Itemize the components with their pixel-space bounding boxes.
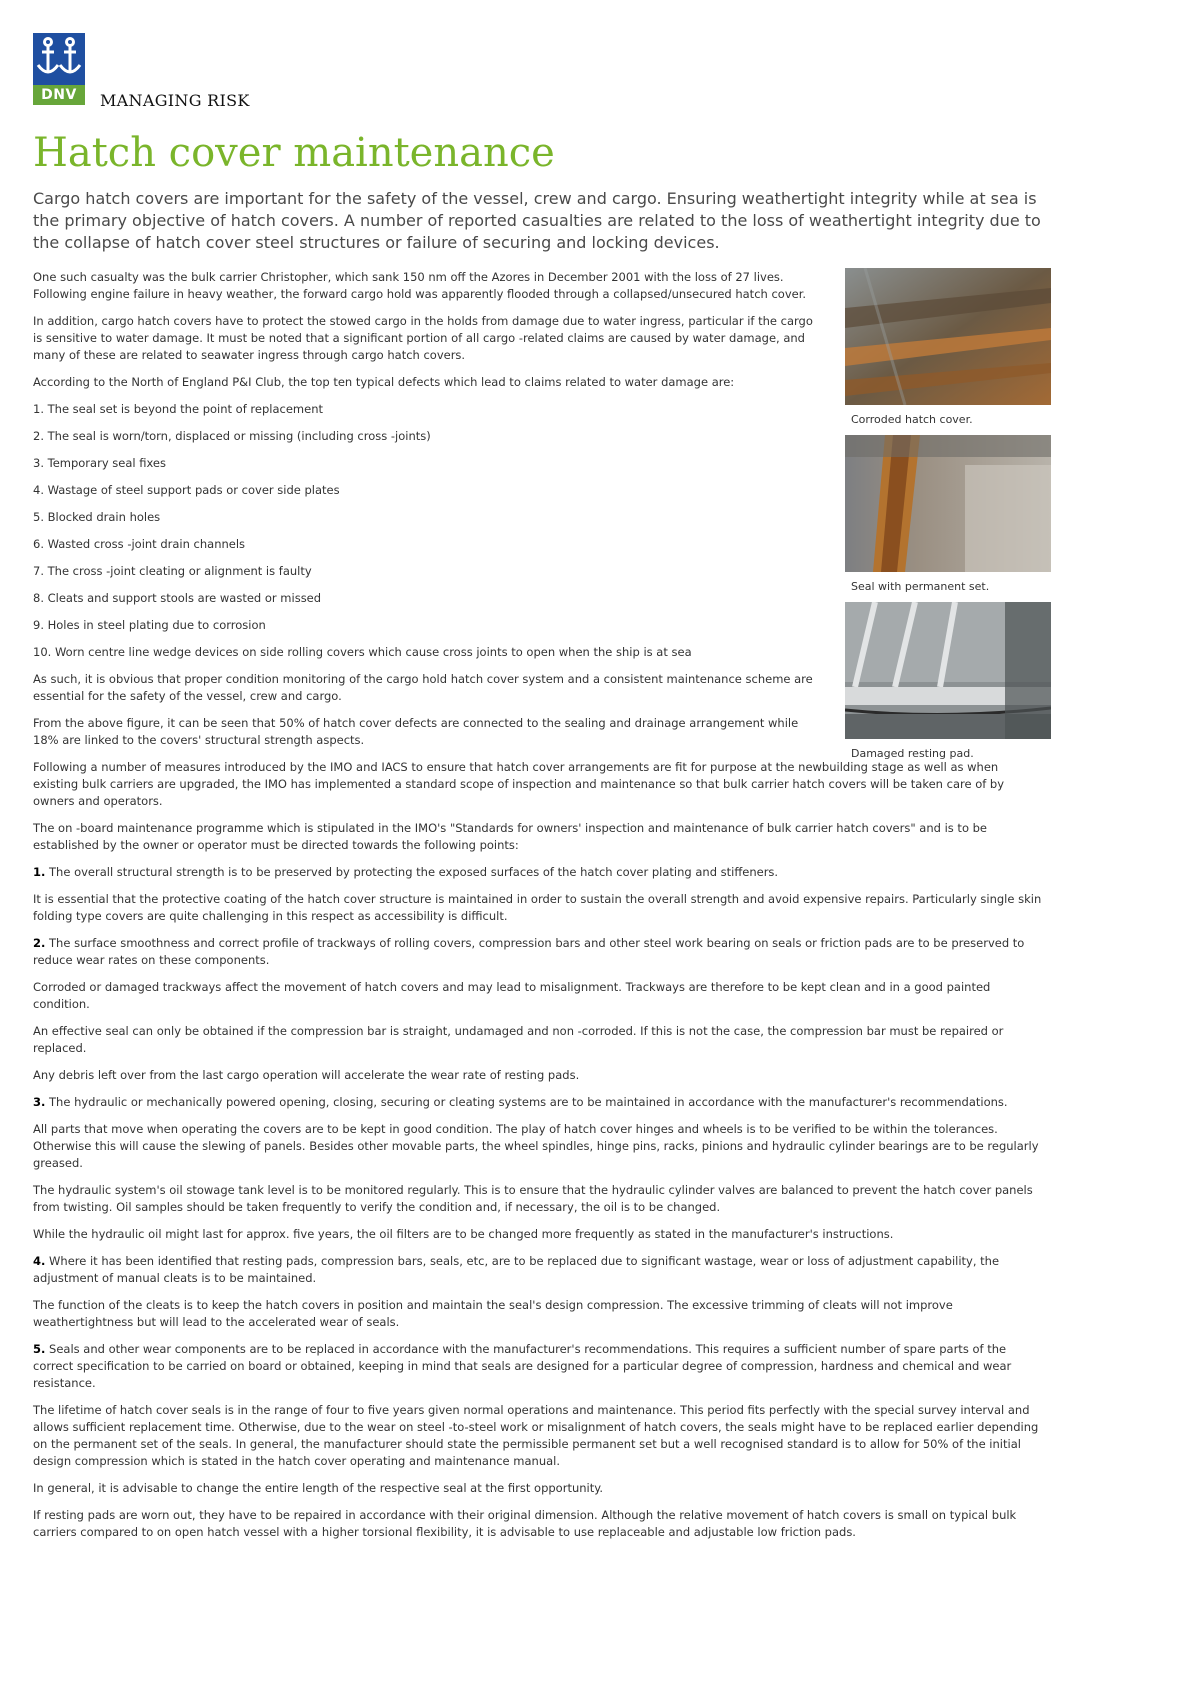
paragraph-text: 3. Temporary seal fixes [33, 456, 167, 470]
body-paragraph [33, 536, 823, 553]
paragraph-text: The on -board maintenance programme which is stipulated in the IMO's "Standards for owners' inspection and maintenance of bulk carrier hatch covers" and is to be established by the owner or operator must be directed towards the following points: [33, 821, 988, 852]
body-paragraph [33, 455, 823, 472]
article-body [33, 269, 1043, 1551]
paragraph-text: The hydraulic system's oil stowage tank level is to be monitored regularly. This is to ensure that the hydraulic cylinder valves are balanced to prevent the hatch cover panels from twisting. Oil samples should be taken frequently to verify the condition and, if necessary, the oil is to be changed. [33, 1183, 1033, 1214]
body-paragraph [33, 1507, 1043, 1541]
paragraph-text: 1. The seal set is beyond the point of replacement [33, 402, 323, 416]
body-paragraph [33, 820, 1043, 854]
body-paragraph [33, 563, 823, 580]
figure-caption: Seal with permanent set. [851, 580, 990, 593]
paragraph-text: The lifetime of hatch cover seals is in the range of four to five years given normal operations and maintenance. This period fits perfectly with the special survey interval and allows sufficient replacement time. Otherwise, due to the wear on steel -to-steel work or misalignment of hatch covers, the seals might have to be replaced earlier depending on the permanent set of the seals. In general, the manufacturer should state the permissible permanent set but a well recognised standard is to allow for 50% of the initial design compression which is stated in the hatch cover operating and maintenance manual. [33, 1403, 1039, 1468]
paragraph-text: The hydraulic or mechanically powered opening, closing, securing or cleating systems are to be maintained in accordance with the manufacturer's recommendations. [45, 1095, 1008, 1109]
paragraph-text: An effective seal can only be obtained if the compression bar is straight, undamaged and non -corroded. If this is not the case, the compression bar must be repaired or replaced. [33, 1024, 1004, 1055]
body-paragraph [33, 617, 823, 634]
body-paragraph [33, 1402, 1043, 1470]
point-number: 5. [33, 1342, 46, 1356]
paragraph-text: Any debris left over from the last cargo operation will accelerate the wear rate of resting pads. [33, 1068, 580, 1082]
paragraph-text: Corroded or damaged trackways affect the movement of hatch covers and may lead to misalignment. Trackways are therefore to be kept clean and in a good painted condition. [33, 980, 991, 1011]
paragraph-text: 9. Holes in steel plating due to corrosion [33, 618, 266, 632]
body-paragraph [33, 1121, 1043, 1172]
paragraph-text: In general, it is advisable to change the entire length of the respective seal at the first opportunity. [33, 1481, 604, 1495]
body-paragraph [33, 1480, 1043, 1497]
body-paragraph [33, 671, 823, 705]
paragraph-text: One such casualty was the bulk carrier Christopher, which sank 150 nm off the Azores in December 2001 with the loss of 27 lives. Following engine failure in heavy weather, the forward cargo hold was apparently flooded through a collapsed/unsecured hatch cover. [33, 270, 807, 301]
body-paragraph [33, 313, 823, 364]
paragraph-text: All parts that move when operating the covers are to be kept in good condition. The play of hatch cover hinges and wheels is to be verified to be within the tolerances. Otherwise this will cause the slewing of panels. Besides other movable parts, the wheel spindles, hinge pins, racks, pinions and hydraulic cylinder bearings are to be regularly greased. [33, 1122, 1039, 1170]
body-paragraph [33, 482, 823, 499]
paragraph-text: As such, it is obvious that proper condition monitoring of the cargo hold hatch cover system and a consistent maintenance scheme are essential for the safety of the vessel, crew and cargo. [33, 672, 813, 703]
tagline: MANAGING RISK [100, 91, 250, 110]
body-paragraph [33, 979, 1043, 1013]
paragraph-text: According to the North of England P&I Club, the top ten typical defects which lead to claims related to water damage are: [33, 375, 735, 389]
paragraph-text: 10. Worn centre line wedge devices on side rolling covers which cause cross joints to open when the ship is at sea [33, 645, 692, 659]
paragraph-text: 7. The cross -joint cleating or alignment is faulty [33, 564, 312, 578]
paragraph-text: Following a number of measures introduced by the IMO and IACS to ensure that hatch cover arrangements are fit for purpose at the newbuilding stage as well as when existing bulk carriers are upgraded, the IMO has implemented a standard scope of inspection and maintenance so that bulk carrier hatch covers will be taken care of by owners and operators. [33, 760, 1005, 808]
point-number: 1. [33, 865, 46, 879]
figure-caption: Damaged resting pad. [851, 747, 974, 760]
body-paragraph [33, 1253, 1043, 1287]
body-paragraph [33, 1182, 1043, 1216]
figure-caption: Corroded hatch cover. [851, 413, 973, 426]
body-paragraph [33, 509, 823, 526]
dnv-logo-text: DNV [33, 85, 85, 105]
body-paragraph [33, 864, 1043, 881]
body-paragraph [33, 1297, 1043, 1331]
paragraph-text: While the hydraulic oil might last for approx. five years, the oil filters are to be changed more frequently as stated in the manufacturer's instructions. [33, 1227, 894, 1241]
paragraph-text: 4. Wastage of steel support pads or cover side plates [33, 483, 340, 497]
paragraph-text: The function of the cleats is to keep the hatch covers in position and maintain the seal's design compression. The excessive trimming of cleats will not improve weathertightness but will lead to the accelerated wear of seals. [33, 1298, 953, 1329]
page-title: Hatch cover maintenance [33, 130, 555, 176]
body-paragraph [33, 1094, 1043, 1111]
body-paragraph [33, 401, 823, 418]
paragraph-text: 8. Cleats and support stools are wasted or missed [33, 591, 322, 605]
dnv-logo [33, 33, 85, 105]
paragraph-text: Seals and other wear components are to be replaced in accordance with the manufacturer's recommendations. This requires a sufficient number of spare parts of the correct specification to be carried on board or obtained, keeping in mind that seals are designed for a particular degree of compression, hardness and chemical and wear resistance. [33, 1342, 1012, 1390]
point-number: 2. [33, 936, 46, 950]
paragraph-text: 5. Blocked drain holes [33, 510, 161, 524]
body-paragraph [33, 1023, 1043, 1057]
body-paragraph [33, 590, 823, 607]
body-paragraph [33, 1067, 1043, 1084]
paragraph-text: The surface smoothness and correct profile of trackways of rolling covers, compression bars and other steel work bearing on seals or friction pads are to be preserved to reduce wear rates on these components. [33, 936, 1025, 967]
paragraph-text: From the above figure, it can be seen that 50% of hatch cover defects are connected to the sealing and drainage arrangement while 18% are linked to the covers' structural strength aspects. [33, 716, 799, 747]
body-paragraph [33, 644, 823, 661]
paragraph-text: If resting pads are worn out, they have to be repaired in accordance with their original dimension. Although the relative movement of hatch covers is small on typical bulk carriers compared to on open hatch vessel with a higher torsional flexibility, it is advisable to use replaceable and adjustable low friction pads. [33, 1508, 1017, 1539]
body-paragraph [33, 715, 823, 749]
paragraph-text: In addition, cargo hatch covers have to protect the stowed cargo in the holds from damage due to water ingress, particular if the cargo is sensitive to water damage. It must be noted that a significant portion of all cargo -related claims are caused by water damage, and many of these are related to seawater ingress through cargo hatch covers. [33, 314, 813, 362]
paragraph-text: Where it has been identified that resting pads, compression bars, seals, etc, are to be replaced due to significant wastage, wear or loss of adjustment capability, the adjustment of manual cleats is to be maintained. [33, 1254, 1000, 1285]
anchor-logo-icon [33, 33, 85, 85]
paragraph-text: 2. The seal is worn/torn, displaced or missing (including cross -joints) [33, 429, 431, 443]
point-number: 4. [33, 1254, 46, 1268]
body-paragraph [33, 1341, 1043, 1392]
paragraph-text: It is essential that the protective coating of the hatch cover structure is maintained in order to sustain the overall strength and avoid expensive repairs. Particularly single skin folding type covers are quite challenging in this respect as accessibility is difficult. [33, 892, 1042, 923]
body-paragraph [33, 935, 1043, 969]
body-paragraph [33, 428, 823, 445]
lead-paragraph: Cargo hatch covers are important for the safety of the vessel, crew and cargo. Ensuring weathertight integrity while at sea is the primary objective of hatch covers. A number of reported casualties are related to the loss of weathertight integrity due to the collapse of hatch cover steel structures or failure of securing and locking devices. [33, 189, 1041, 252]
paragraph-text: The overall structural strength is to be preserved by protecting the exposed surfaces of the hatch cover plating and stiffeners. [45, 865, 779, 879]
body-paragraph [33, 759, 1043, 810]
body-paragraph [33, 374, 823, 391]
point-number: 3. [33, 1095, 46, 1109]
body-paragraph [33, 269, 823, 303]
body-paragraph [33, 1226, 1043, 1243]
body-paragraph [33, 891, 1043, 925]
paragraph-text: 6. Wasted cross -joint drain channels [33, 537, 246, 551]
